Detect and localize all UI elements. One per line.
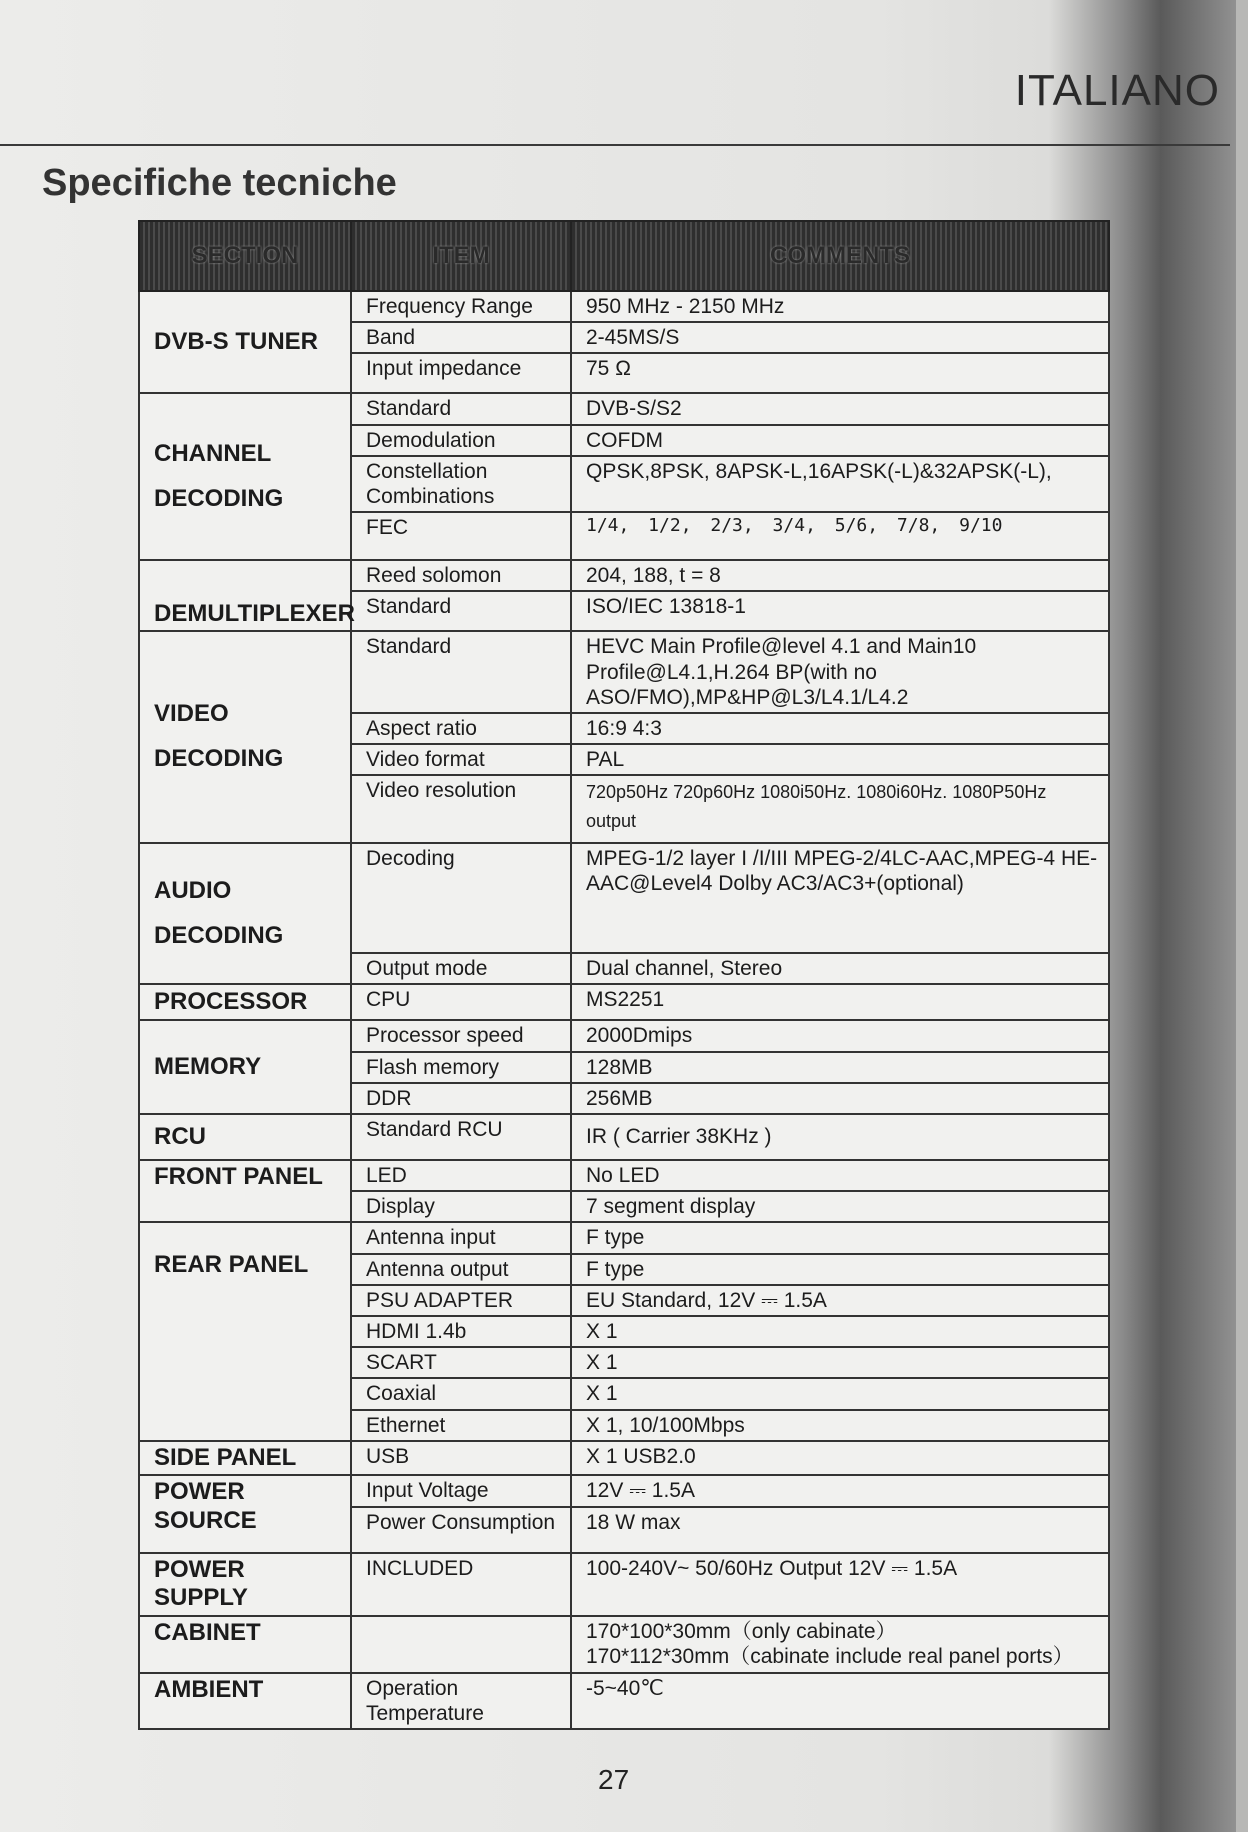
comment-cell: F type xyxy=(571,1222,1109,1253)
section-channel xyxy=(139,393,351,560)
section-rcu: RCU xyxy=(139,1114,351,1160)
item-cell: FEC xyxy=(351,512,571,560)
table-row xyxy=(139,1441,1109,1476)
item-cell: Demodulation xyxy=(351,425,571,456)
table-row xyxy=(139,1160,1109,1191)
section-dvbs: DVB-S TUNER xyxy=(139,291,351,393)
table-row xyxy=(139,291,1109,322)
comment-cell: X 1 xyxy=(571,1347,1109,1378)
table-row xyxy=(139,1114,1109,1160)
item-cell: Input impedance xyxy=(351,353,571,393)
table-row xyxy=(139,1475,1109,1506)
cabinet-size-2: 170*112*30mm（cabinate include real panel ports） xyxy=(586,1645,1074,1669)
cabinet-size-1: 170*100*30mm（only cabinate） xyxy=(586,1620,897,1644)
item-cell: Reed solomon xyxy=(351,560,571,591)
item-cell: INCLUDED xyxy=(351,1553,571,1617)
item-cell: Standard xyxy=(351,591,571,631)
item-cell: Video resolution xyxy=(351,775,571,843)
item-cell: Processor speed xyxy=(351,1020,571,1051)
table-row xyxy=(139,631,1109,713)
section-video-line1: VIDEO xyxy=(154,700,229,728)
item-cell: Standard xyxy=(351,631,571,713)
comment-cell: PAL xyxy=(571,744,1109,775)
comment-cell: 7 segment display xyxy=(571,1191,1109,1222)
item-cell: Operation Temperature xyxy=(351,1673,571,1729)
comment-cell: DVB-S/S2 xyxy=(571,393,1109,424)
header-item: ITEM xyxy=(351,221,571,291)
spec-table xyxy=(138,220,1110,1730)
table-row xyxy=(139,1616,1109,1672)
comment-cell: COFDM xyxy=(571,425,1109,456)
comment-cell: 128MB xyxy=(571,1052,1109,1083)
comment-cell: IR ( Carrier 38KHz ) xyxy=(571,1114,1109,1160)
table-row xyxy=(139,560,1109,591)
comment-cell: 100-240V~ 50/60Hz Output 12V ⎓ 1.5A xyxy=(571,1553,1109,1617)
header-comments: COMMENTS xyxy=(571,221,1109,291)
section-channel-line2: DECODING xyxy=(154,484,284,512)
language-label: ITALIANO xyxy=(1014,66,1220,115)
section-video-line2: DECODING xyxy=(154,745,284,773)
comment-cell: 2-45MS/S xyxy=(571,322,1109,353)
table-header-row xyxy=(139,221,1109,291)
item-cell: Flash memory xyxy=(351,1052,571,1083)
comment-cell: 16:9 4:3 xyxy=(571,713,1109,744)
comment-cell: 1/4, 1/2, 2/3, 3/4, 5/6, 7/8, 9/10 xyxy=(571,512,1109,560)
section-video xyxy=(139,631,351,843)
item-cell: Decoding xyxy=(351,843,571,953)
item-cell: Aspect ratio xyxy=(351,713,571,744)
section-power-source: POWER SOURCE xyxy=(139,1475,351,1552)
comment-cell: 950 MHz - 2150 MHz xyxy=(571,291,1109,322)
item-cell: Power Consumption xyxy=(351,1507,571,1553)
comment-cell: X 1 xyxy=(571,1378,1109,1409)
comment-cell: EU Standard, 12V ⎓ 1.5A xyxy=(571,1285,1109,1316)
item-cell: CPU xyxy=(351,984,571,1020)
comment-cell: 720p50Hz 720p60Hz 1080i50Hz. 1080i60Hz. 1080P50Hz output xyxy=(571,775,1109,843)
section-audio xyxy=(139,843,351,984)
item-cell: Constellation Combinations xyxy=(351,456,571,512)
comment-cell: MPEG-1/2 layer I /I/III MPEG-2/4LC-AAC,MPEG-4 HE-AAC@Level4 Dolby AC3/AC3+(optional) xyxy=(571,843,1109,953)
section-audio-line1: AUDIO xyxy=(154,877,232,905)
comment-cell: No LED xyxy=(571,1160,1109,1191)
header-rule xyxy=(0,144,1230,146)
comment-cell xyxy=(571,1616,1109,1672)
table-row xyxy=(139,1673,1109,1729)
header-section: SECTION xyxy=(139,221,351,291)
comment-cell: ISO/IEC 13818-1 xyxy=(571,591,1109,631)
item-cell: LED xyxy=(351,1160,571,1191)
section-audio-line2: DECODING xyxy=(154,921,284,949)
comment-cell: Dual channel, Stereo xyxy=(571,953,1109,984)
table-row xyxy=(139,393,1109,424)
comment-cell: MS2251 xyxy=(571,984,1109,1020)
comment-cell: 2000Dmips xyxy=(571,1020,1109,1051)
item-cell: Coaxial xyxy=(351,1378,571,1409)
section-channel-line1: CHANNEL xyxy=(154,439,272,467)
item-cell: Standard xyxy=(351,393,571,424)
item-cell: USB xyxy=(351,1441,571,1476)
item-cell: PSU ADAPTER xyxy=(351,1285,571,1316)
table-row xyxy=(139,1553,1109,1617)
item-cell: Antenna input xyxy=(351,1222,571,1253)
comment-cell: -5~40℃ xyxy=(571,1673,1109,1729)
item-cell: HDMI 1.4b xyxy=(351,1316,571,1347)
section-cabinet: CABINET xyxy=(139,1616,351,1672)
item-cell: Input Voltage xyxy=(351,1475,571,1506)
section-memory: MEMORY xyxy=(139,1020,351,1114)
item-cell: Output mode xyxy=(351,953,571,984)
section-rear: REAR PANEL xyxy=(139,1222,351,1440)
item-cell: Video format xyxy=(351,744,571,775)
page-edge xyxy=(1236,0,1248,1832)
comment-cell: 12V ⎓ 1.5A xyxy=(571,1475,1109,1506)
comment-cell: X 1, 10/100Mbps xyxy=(571,1410,1109,1441)
page-title: Specifiche tecniche xyxy=(42,162,397,204)
item-cell: SCART xyxy=(351,1347,571,1378)
comment-cell: 204, 188, t = 8 xyxy=(571,560,1109,591)
item-cell: Standard RCU xyxy=(351,1114,571,1160)
item-cell: Frequency Range xyxy=(351,291,571,322)
table-row xyxy=(139,984,1109,1020)
section-processor: PROCESSOR xyxy=(139,984,351,1020)
comment-cell: 256MB xyxy=(571,1083,1109,1114)
section-demux: DEMULTIPLEXER xyxy=(139,560,351,631)
item-cell: Antenna output xyxy=(351,1254,571,1285)
comment-cell: QPSK,8PSK, 8APSK-L,16APSK(-L)&32APSK(-L), xyxy=(571,456,1109,512)
item-cell: Band xyxy=(351,322,571,353)
section-front: FRONT PANEL xyxy=(139,1160,351,1222)
table-row xyxy=(139,1222,1109,1253)
comment-cell: F type xyxy=(571,1254,1109,1285)
page-number: 27 xyxy=(598,1764,630,1795)
comment-cell: 18 W max xyxy=(571,1507,1109,1553)
comment-cell: 75 Ω xyxy=(571,353,1109,393)
item-cell: Display xyxy=(351,1191,571,1222)
comment-cell: X 1 xyxy=(571,1316,1109,1347)
item-cell: DDR xyxy=(351,1083,571,1114)
comment-cell: HEVC Main Profile@level 4.1 and Main10 Profile@L4.1,H.264 BP(with no ASO/FMO),MP&HP@L3/L4.1/L4.2 xyxy=(571,631,1109,713)
section-side: SIDE PANEL xyxy=(139,1441,351,1476)
item-cell xyxy=(351,1616,571,1672)
item-cell: Ethernet xyxy=(351,1410,571,1441)
table-row xyxy=(139,843,1109,953)
section-ambient: AMBIENT xyxy=(139,1673,351,1729)
section-power-supply: POWER SUPPLY xyxy=(139,1553,351,1617)
table-row xyxy=(139,1020,1109,1051)
comment-cell: X 1 USB2.0 xyxy=(571,1441,1109,1476)
